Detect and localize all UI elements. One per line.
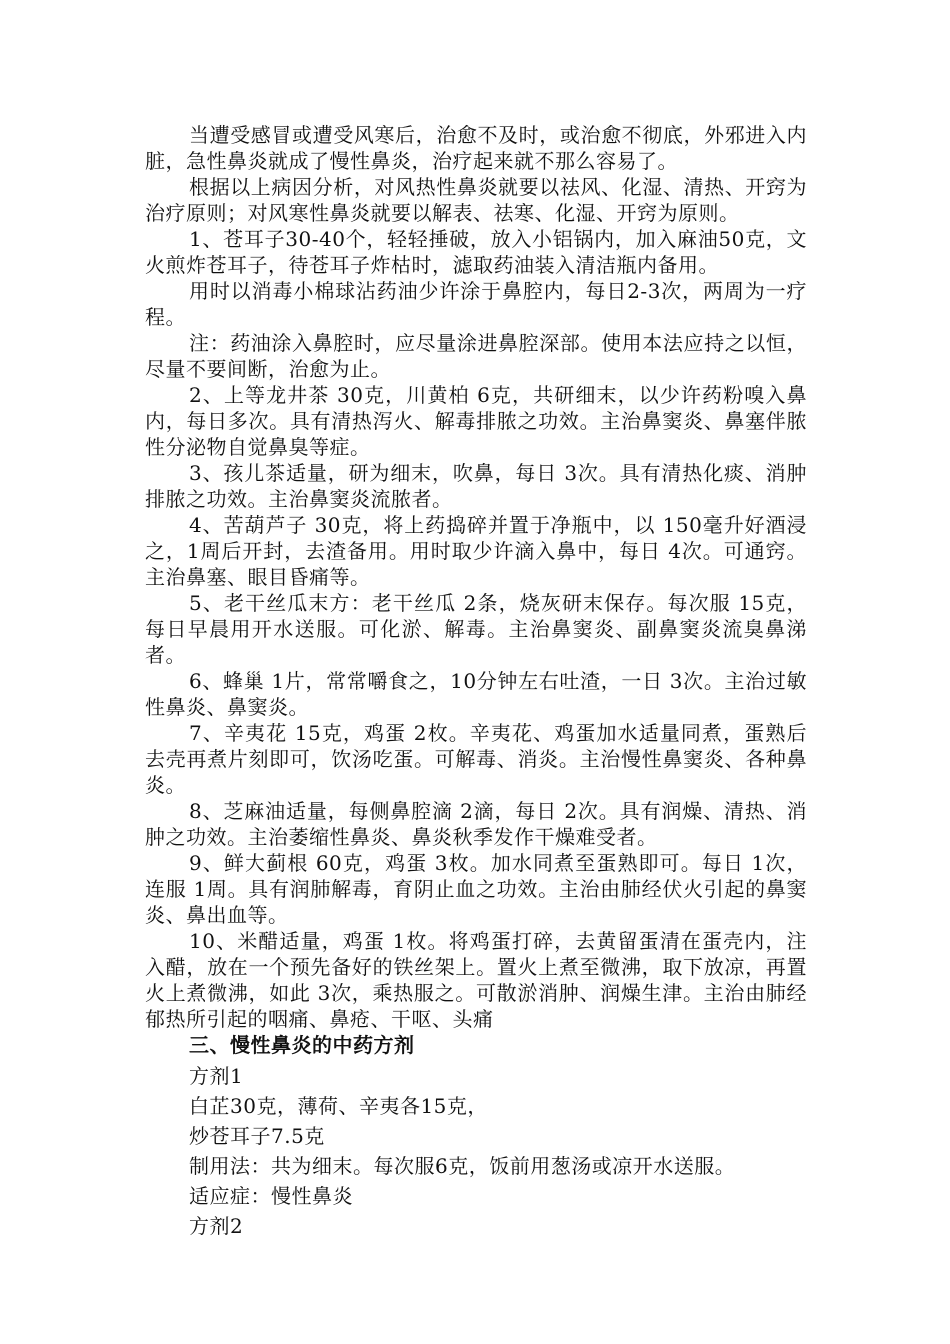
prescription-2-title: 方剂2 xyxy=(189,1214,244,1238)
paragraph-remedy-1-usage: 用时以消毒小棉球沾药油少许涂于鼻腔内，每日2-3次，两周为一疗程。 xyxy=(145,279,807,329)
paragraph-remedy-9: 9、鲜大蓟根 60克，鸡蛋 3枚。加水同煮至蛋熟即可。每日 1次，连服 1周。具有润肺解毒，育阴止血之功效。主治由肺经伏火引起的鼻窦炎、鼻出血等。 xyxy=(145,851,807,927)
paragraph-remedy-10: 10、米醋适量，鸡蛋 1枚。将鸡蛋打碎，去黄留蛋清在蛋壳内，注入醋，放在一个预先备好的铁丝架上。置火上煮至微沸，取下放凉，再置火上煮微沸，如此 3次，乘热服之。可散淤消肿、润燥生津。主治由肺经郁热所引起的咽痛、鼻疮、干呕、头痛 xyxy=(145,929,807,1031)
document-body xyxy=(145,122,807,1241)
paragraph-remedy-1: 1、苍耳子30-40个，轻轻捶破，放入小铝锅内，加入麻油50克，文火煎炸苍耳子，待苍耳子炸枯时，滤取药油装入清洁瓶内备用。 xyxy=(145,227,807,277)
prescription-1-ingredients-cont: 炒苍耳子7.5克 xyxy=(189,1124,325,1148)
prescription-1-ingredients: 白芷30克，薄荷、辛夷各15克， xyxy=(189,1094,488,1118)
paragraph-remedy-4: 4、苦葫芦子 30克，将上药捣碎并置于净瓶中，以 150毫升好酒浸之，1周后开封，去渣备用。用时取少许滴入鼻中，每日 4次。可通窍。主治鼻塞、眼目昏痛等。 xyxy=(145,513,807,589)
paragraph-principle: 根据以上病因分析，对风热性鼻炎就要以祛风、化湿、清热、开窍为治疗原则；对风寒性鼻炎就要以解表、祛寒、化湿、开窍为原则。 xyxy=(145,175,807,225)
paragraph-remedy-6: 6、蜂巢 1片，常常嚼食之，10分钟左右吐渣，一日 3次。主治过敏性鼻炎、鼻窦炎。 xyxy=(145,669,807,719)
paragraph-remedy-5: 5、老干丝瓜末方：老干丝瓜 2条，烧灰研末保存。每次服 15克，每日早晨用开水送服。可化淤、解毒。主治鼻窦炎、副鼻窦炎流臭鼻涕者。 xyxy=(145,591,807,667)
prescription-1-indication: 适应症：慢性鼻炎 xyxy=(189,1184,353,1208)
paragraph-remedy-1-note: 注：药油涂入鼻腔时，应尽量涂进鼻腔深部。使用本法应持之以恒，尽量不要间断，治愈为止。 xyxy=(145,331,807,381)
prescription-1-title: 方剂1 xyxy=(189,1064,244,1088)
paragraph-intro: 当遭受感冒或遭受风寒后，治愈不及时，或治愈不彻底，外邪进入内脏，急性鼻炎就成了慢性鼻炎，治疗起来就不那么容易了。 xyxy=(145,123,807,173)
section-heading: 三、慢性鼻炎的中药方剂 xyxy=(189,1033,415,1057)
prescription-1-method: 制用法：共为细末。每次服6克，饭前用葱汤或凉开水送服。 xyxy=(189,1154,736,1178)
paragraph-remedy-3: 3、孩儿茶适量，研为细末，吹鼻，每日 3次。具有清热化痰、消肿排脓之功效。主治鼻窦炎流脓者。 xyxy=(145,461,807,511)
paragraph-remedy-8: 8、芝麻油适量，每侧鼻腔滴 2滴，每日 2次。具有润燥、清热、消肿之功效。主治萎缩性鼻炎、鼻炎秋季发作干燥难受者。 xyxy=(145,799,807,849)
paragraph-remedy-7: 7、辛夷花 15克，鸡蛋 2枚。辛夷花、鸡蛋加水适量同煮，蛋熟后去壳再煮片刻即可，饮汤吃蛋。可解毒、消炎。主治慢性鼻窦炎、各种鼻炎。 xyxy=(145,721,807,797)
paragraph-remedy-2: 2、上等龙井茶 30克，川黄柏 6克，共研细末，以少许药粉嗅入鼻内，每日多次。具有清热泻火、解毒排脓之功效。主治鼻窦炎、鼻塞伴脓性分泌物自觉鼻臭等症。 xyxy=(145,383,807,459)
